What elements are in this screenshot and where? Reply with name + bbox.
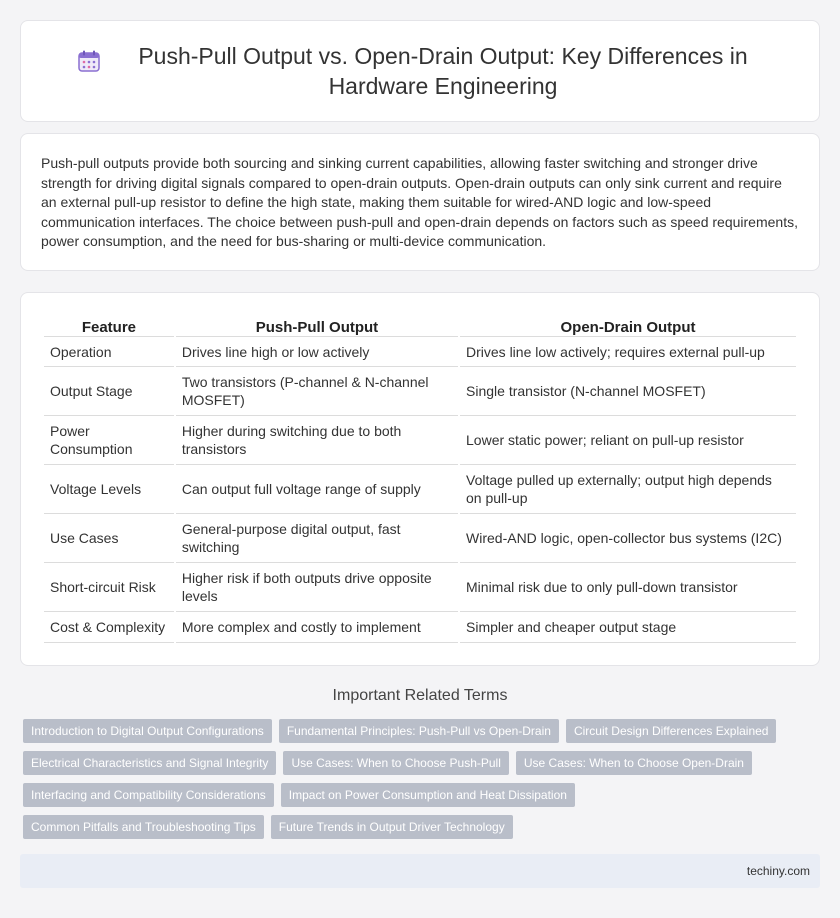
table-cell: Minimal risk due to only pull-down transistor bbox=[460, 563, 796, 612]
table-cell: Operation bbox=[44, 337, 174, 367]
tag-row bbox=[23, 751, 823, 775]
comparison-table-card bbox=[20, 292, 820, 666]
related-tag[interactable]: Circuit Design Differences Explained bbox=[566, 719, 777, 743]
tag-row bbox=[23, 719, 823, 743]
related-tag[interactable]: Use Cases: When to Choose Push-Pull bbox=[283, 751, 508, 775]
related-tag[interactable]: Fundamental Principles: Push-Pull vs Open-Drain bbox=[279, 719, 559, 743]
related-tag[interactable]: Common Pitfalls and Troubleshooting Tips bbox=[23, 815, 264, 839]
table-row bbox=[44, 367, 796, 416]
related-tag[interactable]: Interfacing and Compatibility Considerations bbox=[23, 783, 274, 807]
table-row bbox=[44, 612, 796, 643]
title-card bbox=[20, 20, 820, 122]
table-cell: Lower static power; reliant on pull-up resistor bbox=[460, 416, 796, 465]
table-cell: More complex and costly to implement bbox=[176, 612, 458, 643]
table-cell: Higher risk if both outputs drive opposite levels bbox=[176, 563, 458, 612]
header-open-drain: Open-Drain Output bbox=[460, 315, 796, 337]
table-cell: General-purpose digital output, fast switching bbox=[176, 514, 458, 563]
table-cell: Cost & Complexity bbox=[44, 612, 174, 643]
related-tag[interactable]: Electrical Characteristics and Signal Integrity bbox=[23, 751, 276, 775]
page-title: Push-Pull Output vs. Open-Drain Output: Key Differences in Hardware Engineering bbox=[138, 43, 748, 99]
table-row bbox=[44, 465, 796, 514]
table-cell: Simpler and cheaper output stage bbox=[460, 612, 796, 643]
header-feature: Feature bbox=[44, 315, 174, 337]
table-cell: Can output full voltage range of supply bbox=[176, 465, 458, 514]
related-tag[interactable]: Future Trends in Output Driver Technology bbox=[271, 815, 513, 839]
table-row bbox=[44, 416, 796, 465]
table-cell: Use Cases bbox=[44, 514, 174, 563]
table-cell: Voltage pulled up externally; output high depends on pull-up bbox=[460, 465, 796, 514]
tag-row bbox=[23, 783, 823, 807]
table-row bbox=[44, 563, 796, 612]
table-row bbox=[44, 514, 796, 563]
related-tag[interactable]: Impact on Power Consumption and Heat Dissipation bbox=[281, 783, 575, 807]
table-cell: Voltage Levels bbox=[44, 465, 174, 514]
table-cell: Drives line low actively; requires external pull-up bbox=[460, 337, 796, 367]
table-header-row bbox=[44, 315, 796, 337]
table-cell: Single transistor (N-channel MOSFET) bbox=[460, 367, 796, 416]
table-cell: Drives line high or low actively bbox=[176, 337, 458, 367]
title-wrap bbox=[70, 41, 770, 101]
related-tag[interactable]: Use Cases: When to Choose Open-Drain bbox=[516, 751, 752, 775]
footer-site-link[interactable]: techiny.com bbox=[746, 864, 810, 878]
table-cell: Short-circuit Risk bbox=[44, 563, 174, 612]
intro-card bbox=[20, 133, 820, 271]
table-cell: Higher during switching due to both transistors bbox=[176, 416, 458, 465]
calendar-icon bbox=[77, 49, 101, 73]
intro-paragraph: Push-pull outputs provide both sourcing and sinking current capabilities, allowing faster switching and stronger drive strength for driving digital signals compared to open-drain outputs. Open-drain outputs can only sink current and require an external pull-up resistor to define the high state, making them suitable for wired-AND logic and low-speed communication interfaces. The choice between push-pull and open-drain depends on factors such as speed requirements, power consumption, and the need for bus-sharing or multi-device communication. bbox=[41, 155, 798, 250]
table-cell: Output Stage bbox=[44, 367, 174, 416]
table-cell: Power Consumption bbox=[44, 416, 174, 465]
related-terms-tags bbox=[23, 719, 823, 847]
footer bbox=[20, 854, 820, 888]
table-cell: Wired-AND logic, open-collector bus systems (I2C) bbox=[460, 514, 796, 563]
comparison-table bbox=[42, 315, 798, 643]
table-row bbox=[44, 337, 796, 367]
related-tag[interactable]: Introduction to Digital Output Configurations bbox=[23, 719, 272, 743]
header-push-pull: Push-Pull Output bbox=[176, 315, 458, 337]
tag-row bbox=[23, 815, 823, 839]
table-cell: Two transistors (P-channel & N-channel MOSFET) bbox=[176, 367, 458, 416]
related-terms-title: Important Related Terms bbox=[332, 687, 508, 704]
